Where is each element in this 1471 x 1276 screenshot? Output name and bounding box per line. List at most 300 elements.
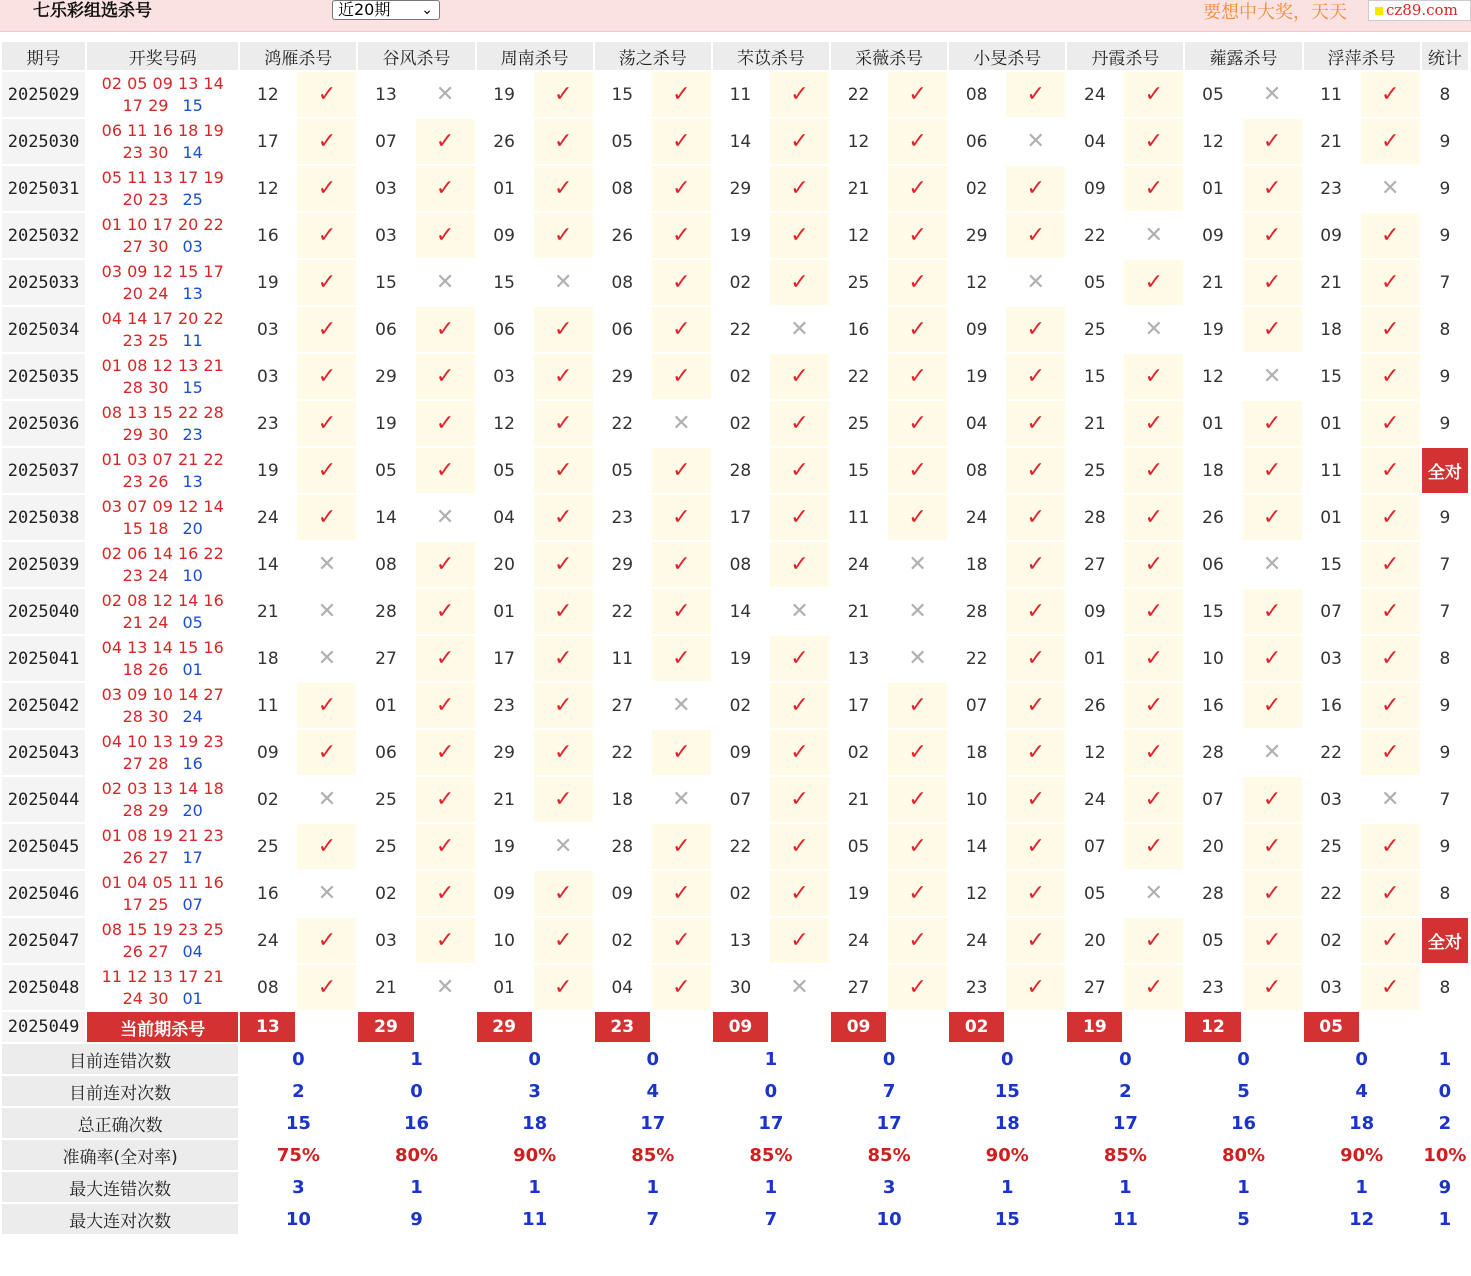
- draw-regular: 23 26: [122, 471, 169, 491]
- summary-value: 4: [1303, 1075, 1421, 1107]
- col-header-expert: 鸿雁杀号: [239, 41, 357, 71]
- cross-icon: ✕: [1360, 165, 1421, 212]
- summary-value: 85%: [1066, 1139, 1184, 1171]
- kill-number: 07: [1184, 776, 1241, 823]
- check-icon: ✓: [1360, 917, 1421, 964]
- current-kill-number: 19: [1066, 1011, 1123, 1043]
- cross-icon: ✕: [296, 588, 357, 635]
- table-row: [1, 917, 1469, 964]
- summary-value: 80%: [1184, 1139, 1302, 1171]
- check-icon: ✓: [1005, 165, 1066, 212]
- kill-number: 25: [1066, 306, 1123, 353]
- draw-line-1: 01 08 19 21 23: [101, 825, 224, 845]
- summary-value: 75%: [239, 1139, 357, 1171]
- draw-special: 17: [182, 847, 203, 867]
- kill-number: 24: [239, 917, 296, 964]
- check-icon: ✓: [887, 353, 948, 400]
- kill-number: 24: [948, 917, 1005, 964]
- draw-line-1: 01 03 07 21 22: [101, 449, 224, 469]
- check-icon: ✓: [1123, 682, 1184, 729]
- kill-number: 21: [476, 776, 533, 823]
- kill-number: 05: [594, 447, 651, 494]
- issue-cell: 2025033: [1, 259, 86, 306]
- check-icon: ✓: [415, 776, 476, 823]
- kill-number: 02: [712, 259, 769, 306]
- table-row: [1, 353, 1469, 400]
- check-icon: ✓: [296, 447, 357, 494]
- issue-cell: 2025039: [1, 541, 86, 588]
- kill-number: 22: [948, 635, 1005, 682]
- check-icon: ✓: [1005, 212, 1066, 259]
- check-icon: ✓: [1360, 259, 1421, 306]
- kill-number: 01: [476, 165, 533, 212]
- current-kill-number: 05: [1303, 1011, 1360, 1043]
- kill-number: 15: [594, 71, 651, 118]
- kill-number: 22: [1303, 729, 1360, 776]
- kill-number: 22: [594, 588, 651, 635]
- kill-number: 28: [357, 588, 414, 635]
- check-icon: ✓: [1123, 447, 1184, 494]
- kill-number: 24: [1066, 776, 1123, 823]
- kill-number: 11: [594, 635, 651, 682]
- summary-stat: 1: [1421, 1043, 1469, 1075]
- kill-number: 01: [476, 964, 533, 1011]
- kill-number: 09: [594, 870, 651, 917]
- check-icon: ✓: [296, 165, 357, 212]
- kill-number: 22: [712, 306, 769, 353]
- table-row: [1, 870, 1469, 917]
- draw-line-1: 04 14 17 20 22: [101, 308, 224, 328]
- kill-number: 28: [712, 447, 769, 494]
- draw-line-1: 08 15 19 23 25: [101, 919, 224, 939]
- draw-line-2: [87, 941, 238, 963]
- kill-number: 08: [239, 964, 296, 1011]
- check-icon: ✓: [887, 165, 948, 212]
- check-icon: ✓: [533, 494, 594, 541]
- kill-number: 02: [594, 917, 651, 964]
- check-icon: ✓: [415, 447, 476, 494]
- stat-cell: 8: [1421, 306, 1469, 353]
- kill-number: 02: [1303, 917, 1360, 964]
- check-icon: ✓: [1242, 447, 1303, 494]
- current-kill-number: 29: [476, 1011, 533, 1043]
- kill-number: 12: [1066, 729, 1123, 776]
- check-icon: ✓: [887, 212, 948, 259]
- draw-special: 24: [182, 706, 203, 726]
- cross-icon: ✕: [887, 588, 948, 635]
- check-icon: ✓: [1360, 541, 1421, 588]
- check-icon: ✓: [296, 306, 357, 353]
- kill-number: 03: [1303, 776, 1360, 823]
- draw-regular: 21 24: [122, 612, 169, 632]
- check-icon: ✓: [1360, 964, 1421, 1011]
- kill-number: 27: [1066, 541, 1123, 588]
- cross-icon: ✕: [887, 541, 948, 588]
- check-icon: ✓: [1123, 71, 1184, 118]
- kill-number: 29: [476, 729, 533, 776]
- kill-number: 27: [357, 635, 414, 682]
- issue-cell: 2025032: [1, 212, 86, 259]
- cross-icon: ✕: [1123, 870, 1184, 917]
- check-icon: ✓: [1005, 306, 1066, 353]
- check-icon: ✓: [415, 400, 476, 447]
- col-header-expert: 小旻杀号: [948, 41, 1066, 71]
- check-icon: ✓: [651, 588, 712, 635]
- draw-regular: 28 30: [122, 377, 169, 397]
- summary-row: [1, 1171, 1469, 1203]
- slogan-text: 要想中大奖，天天: [1203, 2, 1347, 23]
- table-row: [1, 823, 1469, 870]
- check-icon: ✓: [415, 306, 476, 353]
- draw-line-1: 02 03 13 14 18: [101, 778, 224, 798]
- check-icon: ✓: [1242, 776, 1303, 823]
- kill-number: 13: [830, 635, 887, 682]
- check-icon: ✓: [651, 447, 712, 494]
- kill-number: 23: [1184, 964, 1241, 1011]
- summary-stat: 0: [1421, 1075, 1469, 1107]
- current-kill-number: 09: [830, 1011, 887, 1043]
- kill-number: 08: [948, 71, 1005, 118]
- check-icon: ✓: [651, 212, 712, 259]
- check-icon: ✓: [1360, 353, 1421, 400]
- kill-number: 26: [594, 212, 651, 259]
- kill-number: 03: [476, 353, 533, 400]
- kill-number: 18: [948, 729, 1005, 776]
- kill-number: 11: [1303, 447, 1360, 494]
- check-icon: ✓: [1005, 729, 1066, 776]
- draw-regular: 15 18: [122, 518, 169, 538]
- kill-number: 15: [830, 447, 887, 494]
- table-header-row: [1, 41, 1469, 71]
- stat-cell: 9: [1421, 682, 1469, 729]
- draw-line-2: [87, 330, 238, 352]
- draw-regular: 28 30: [122, 706, 169, 726]
- kill-number: 23: [476, 682, 533, 729]
- kill-number: 01: [1303, 400, 1360, 447]
- check-icon: ✓: [1242, 118, 1303, 165]
- check-icon: ✓: [1123, 353, 1184, 400]
- summary-value: 18: [476, 1107, 594, 1139]
- draw-line-1: 04 13 14 15 16: [101, 637, 224, 657]
- kill-number: 26: [1066, 682, 1123, 729]
- kill-number: 16: [1303, 682, 1360, 729]
- kill-number: 11: [712, 71, 769, 118]
- check-icon: ✓: [1005, 447, 1066, 494]
- kill-number: 22: [1066, 212, 1123, 259]
- col-header-expert: 采薇杀号: [830, 41, 948, 71]
- kill-number-table: [0, 40, 1470, 1236]
- summary-stat: 1: [1421, 1203, 1469, 1235]
- kill-number: 18: [1303, 306, 1360, 353]
- check-icon: ✓: [651, 259, 712, 306]
- summary-label: 准确率(全对率): [1, 1139, 239, 1171]
- cross-icon: ✕: [533, 259, 594, 306]
- kill-number: 16: [239, 212, 296, 259]
- summary-value: 11: [1066, 1203, 1184, 1235]
- draw-line-2: [87, 988, 238, 1010]
- check-icon: ✓: [533, 870, 594, 917]
- kill-number: 01: [357, 682, 414, 729]
- summary-value: 5: [1184, 1075, 1302, 1107]
- issue-cell: 2025048: [1, 964, 86, 1011]
- check-icon: ✓: [651, 917, 712, 964]
- check-icon: ✓: [651, 541, 712, 588]
- check-icon: ✓: [769, 776, 830, 823]
- draw-line-1: 02 06 14 16 22: [101, 543, 224, 563]
- draw-numbers-cell: [86, 212, 239, 259]
- kill-number: 17: [476, 635, 533, 682]
- kill-number: 21: [830, 776, 887, 823]
- check-icon: ✓: [1360, 212, 1421, 259]
- kill-number: 02: [239, 776, 296, 823]
- draw-numbers-cell: [86, 353, 239, 400]
- kill-number: 09: [1066, 588, 1123, 635]
- cross-icon: ✕: [1005, 118, 1066, 165]
- draw-special: 13: [182, 283, 203, 303]
- draw-line-1: 03 09 12 15 17: [101, 261, 224, 281]
- kill-number: 27: [830, 964, 887, 1011]
- draw-special: 05: [182, 612, 203, 632]
- draw-line-1: 02 05 09 13 14: [101, 73, 224, 93]
- check-icon: ✓: [296, 964, 357, 1011]
- check-icon: ✓: [1005, 682, 1066, 729]
- current-kill-blank: [415, 1011, 476, 1043]
- check-icon: ✓: [769, 353, 830, 400]
- kill-number: 08: [594, 259, 651, 306]
- draw-numbers-cell: [86, 400, 239, 447]
- check-icon: ✓: [887, 729, 948, 776]
- draw-regular: 23 30: [122, 142, 169, 162]
- check-icon: ✓: [533, 682, 594, 729]
- stat-cell: 7: [1421, 776, 1469, 823]
- check-icon: ✓: [533, 917, 594, 964]
- summary-value: 0: [1184, 1043, 1302, 1075]
- cross-icon: ✕: [769, 588, 830, 635]
- table-row: [1, 964, 1469, 1011]
- kill-number: 19: [830, 870, 887, 917]
- draw-regular: 20 24: [122, 283, 169, 303]
- issue-cell: 2025035: [1, 353, 86, 400]
- draw-line-1: 05 11 13 17 19: [101, 167, 224, 187]
- kill-number: 05: [1066, 870, 1123, 917]
- current-kill-number: 13: [239, 1011, 296, 1043]
- kill-number: 24: [948, 494, 1005, 541]
- cross-icon: ✕: [415, 964, 476, 1011]
- kill-number: 02: [712, 353, 769, 400]
- draw-line-2: [87, 847, 238, 869]
- issue-cell: 2025046: [1, 870, 86, 917]
- stat-cell: 7: [1421, 541, 1469, 588]
- kill-number: 24: [239, 494, 296, 541]
- check-icon: ✓: [1005, 541, 1066, 588]
- draw-special: 20: [182, 800, 203, 820]
- summary-row: [1, 1043, 1469, 1075]
- check-icon: ✓: [887, 823, 948, 870]
- kill-number: 23: [948, 964, 1005, 1011]
- kill-number: 14: [712, 118, 769, 165]
- draw-special: 01: [182, 659, 203, 679]
- kill-number: 02: [357, 870, 414, 917]
- draw-special: 11: [182, 330, 203, 350]
- check-icon: ✓: [296, 353, 357, 400]
- summary-value: 0: [239, 1043, 357, 1075]
- draw-special: 20: [182, 518, 203, 538]
- check-icon: ✓: [1005, 71, 1066, 118]
- kill-number: 25: [1066, 447, 1123, 494]
- table-row: [1, 165, 1469, 212]
- draw-special: 16: [182, 753, 203, 773]
- kill-number: 15: [476, 259, 533, 306]
- summary-value: 1: [712, 1171, 830, 1203]
- check-icon: ✓: [1242, 964, 1303, 1011]
- kill-number: 03: [239, 353, 296, 400]
- stat-cell: 全对: [1421, 447, 1469, 494]
- kill-number: 27: [1066, 964, 1123, 1011]
- check-icon: ✓: [296, 400, 357, 447]
- check-icon: ✓: [296, 212, 357, 259]
- kill-number: 28: [1184, 870, 1241, 917]
- current-kill-number: 23: [594, 1011, 651, 1043]
- kill-number: 17: [239, 118, 296, 165]
- draw-regular: 23 24: [122, 565, 169, 585]
- kill-number: 03: [1303, 635, 1360, 682]
- kill-number: 02: [712, 870, 769, 917]
- kill-number: 09: [1184, 212, 1241, 259]
- table-row: [1, 541, 1469, 588]
- issue-cell: 2025037: [1, 447, 86, 494]
- check-icon: ✓: [1242, 917, 1303, 964]
- check-icon: ✓: [887, 71, 948, 118]
- kill-number: 19: [239, 447, 296, 494]
- summary-value: 0: [476, 1043, 594, 1075]
- check-icon: ✓: [533, 964, 594, 1011]
- draw-regular: 20 23: [122, 189, 169, 209]
- check-icon: ✓: [533, 776, 594, 823]
- kill-number: 12: [239, 165, 296, 212]
- summary-stat: 9: [1421, 1171, 1469, 1203]
- site-logo[interactable]: [1368, 0, 1471, 21]
- kill-number: 25: [830, 400, 887, 447]
- cross-icon: ✕: [533, 823, 594, 870]
- check-icon: ✓: [651, 353, 712, 400]
- check-icon: ✓: [1123, 635, 1184, 682]
- summary-value: 85%: [594, 1139, 712, 1171]
- draw-special: 15: [182, 377, 203, 397]
- kill-number: 07: [948, 682, 1005, 729]
- draw-special: 04: [182, 941, 203, 961]
- check-icon: ✓: [1242, 588, 1303, 635]
- draw-numbers-cell: [86, 776, 239, 823]
- kill-number: 28: [948, 588, 1005, 635]
- summary-value: 18: [1303, 1107, 1421, 1139]
- summary-value: 1: [1184, 1171, 1302, 1203]
- check-icon: ✓: [533, 118, 594, 165]
- draw-special: 13: [182, 471, 203, 491]
- kill-number: 06: [357, 306, 414, 353]
- check-icon: ✓: [769, 400, 830, 447]
- check-icon: ✓: [1123, 964, 1184, 1011]
- check-icon: ✓: [1005, 635, 1066, 682]
- current-kill-number: 12: [1184, 1011, 1241, 1043]
- draw-line-2: [87, 753, 238, 775]
- kill-number: 17: [830, 682, 887, 729]
- check-icon: ✓: [651, 494, 712, 541]
- summary-value: 80%: [357, 1139, 475, 1171]
- check-icon: ✓: [296, 917, 357, 964]
- kill-number: 19: [239, 259, 296, 306]
- check-icon: ✓: [415, 588, 476, 635]
- kill-number: 04: [476, 494, 533, 541]
- check-icon: ✓: [296, 823, 357, 870]
- check-icon: ✓: [651, 165, 712, 212]
- kill-number: 07: [712, 776, 769, 823]
- check-icon: ✓: [1242, 635, 1303, 682]
- check-icon: ✓: [1005, 870, 1066, 917]
- check-icon: ✓: [887, 400, 948, 447]
- check-icon: ✓: [887, 447, 948, 494]
- summary-label: 总正确次数: [1, 1107, 239, 1139]
- check-icon: ✓: [769, 870, 830, 917]
- summary-label: 目前连错次数: [1, 1043, 239, 1075]
- draw-numbers-cell: [86, 306, 239, 353]
- kill-number: 12: [1184, 353, 1241, 400]
- kill-number: 08: [594, 165, 651, 212]
- check-icon: ✓: [1005, 494, 1066, 541]
- check-icon: ✓: [1360, 588, 1421, 635]
- kill-number: 10: [476, 917, 533, 964]
- period-select[interactable]: [332, 0, 440, 20]
- page-title: 七乐彩组选杀号: [33, 1, 152, 21]
- issue-cell: 2025036: [1, 400, 86, 447]
- kill-number: 12: [830, 212, 887, 259]
- table-row: [1, 118, 1469, 165]
- cross-icon: ✕: [1360, 776, 1421, 823]
- stat-cell: 8: [1421, 964, 1469, 1011]
- draw-special: 23: [182, 424, 203, 444]
- kill-number: 12: [830, 118, 887, 165]
- draw-line-2: [87, 95, 238, 117]
- cross-icon: ✕: [415, 494, 476, 541]
- check-icon: ✓: [1360, 635, 1421, 682]
- check-icon: ✓: [415, 729, 476, 776]
- check-icon: ✓: [769, 71, 830, 118]
- kill-number: 24: [830, 541, 887, 588]
- check-icon: ✓: [415, 635, 476, 682]
- issue-cell: 2025047: [1, 917, 86, 964]
- summary-value: 4: [594, 1075, 712, 1107]
- draw-line-1: 01 04 05 11 16: [101, 872, 224, 892]
- check-icon: ✓: [887, 870, 948, 917]
- summary-value: 0: [830, 1043, 948, 1075]
- cross-icon: ✕: [415, 71, 476, 118]
- check-icon: ✓: [651, 118, 712, 165]
- check-icon: ✓: [296, 118, 357, 165]
- check-icon: ✓: [769, 118, 830, 165]
- kill-number: 18: [239, 635, 296, 682]
- check-icon: ✓: [769, 682, 830, 729]
- summary-stat: 2: [1421, 1107, 1469, 1139]
- draw-numbers-cell: [86, 541, 239, 588]
- stat-cell: 9: [1421, 729, 1469, 776]
- draw-numbers-cell: [86, 682, 239, 729]
- kill-number: 21: [1303, 259, 1360, 306]
- logo-square-icon: [1375, 7, 1383, 15]
- kill-number: 06: [476, 306, 533, 353]
- kill-number: 01: [1066, 635, 1123, 682]
- kill-number: 04: [948, 400, 1005, 447]
- check-icon: ✓: [1242, 306, 1303, 353]
- check-icon: ✓: [1123, 165, 1184, 212]
